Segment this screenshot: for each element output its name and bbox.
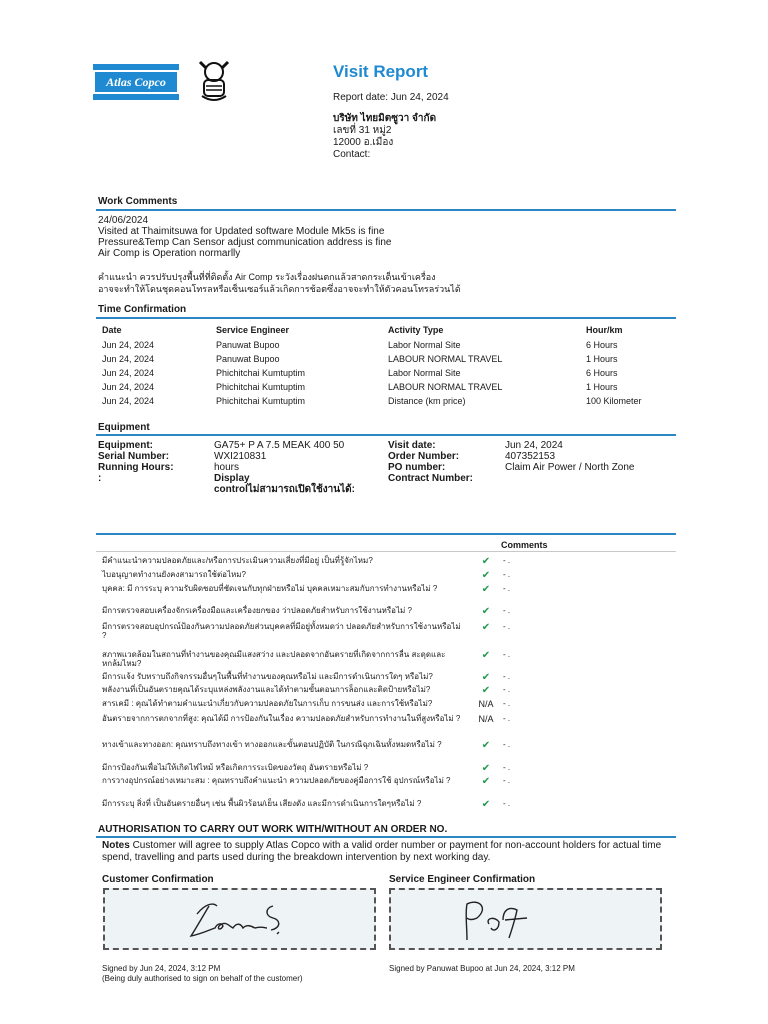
customer-signature-box[interactable] — [103, 888, 376, 950]
col-date: Date — [102, 325, 122, 335]
equipment-labels-right — [388, 440, 473, 484]
work-comment-line: Pressure&Temp Can Sensor adjust communication address is fine — [98, 237, 392, 248]
time-confirmation-title: Time Confirmation — [98, 304, 187, 315]
address-line-2: 12000 อ.เมือง — [333, 137, 394, 148]
po-number-label: PO number: — [388, 462, 446, 473]
atlas-copco-logo — [93, 64, 179, 100]
check-icon: ✔ — [481, 740, 491, 751]
checklist-comment: - . — [503, 714, 511, 723]
cell-hours: 6 Hours — [586, 340, 618, 350]
wrench-mascot-icon — [196, 60, 232, 104]
notes-label: Notes — [102, 840, 130, 851]
company-name: บริษัท ไทยมิตซูวา จำกัด — [333, 113, 437, 124]
checklist-question: มีการตรวจสอบเครื่องจักรเครื่องมือและเครื่องยกของ ว่าปลอดภัยสำหรับการใช้งานหรือไม่ ? — [102, 606, 412, 615]
order-number-label: Order Number: — [388, 451, 460, 462]
work-comment-line: Visited at Thaimitsuwa for Updated software Module Mk5s is fine — [98, 226, 385, 237]
comments-header: Comments — [501, 540, 548, 550]
authorisation-title: AUTHORISATION TO CARRY OUT WORK WITH/WITHOUT AN ORDER NO. — [98, 824, 448, 835]
cell-date: Jun 24, 2024 — [102, 368, 155, 378]
cell-engineer: Phichitchai Kumtuptim — [216, 396, 306, 406]
cell-hours: 1 Hours — [586, 354, 618, 364]
cell-activity: Labor Normal Site — [388, 340, 461, 350]
checklist-question: พลังงานที่เป็นอันตรายคุณได้ระบุแหล่งพลังงานและได้ทำตามขั้นตอนการล็อกและติดป้ายหรือไม่? — [102, 685, 431, 694]
check-icon: ✔ — [481, 622, 491, 633]
cell-activity: LABOUR NORMAL TRAVEL — [388, 382, 503, 392]
notes-paragraph — [102, 840, 672, 864]
section-divider — [96, 209, 676, 211]
table-row — [0, 396, 768, 410]
section-divider — [96, 317, 676, 319]
engineer-signature-image — [391, 890, 660, 948]
checklist-comment: - . — [503, 763, 511, 772]
table-row — [0, 354, 768, 368]
report-date: Report date: Jun 24, 2024 — [333, 92, 449, 103]
checklist-comment: - . — [503, 776, 511, 785]
col-activity-type: Activity Type — [388, 325, 444, 335]
equipment-title: Equipment — [98, 422, 150, 433]
svg-text:Atlas Copco: Atlas Copco — [106, 75, 166, 89]
equipment-value: GA75+ P A 7.5 MEAK 400 50 — [214, 440, 345, 451]
check-icon: ✔ — [481, 763, 491, 774]
checklist-question: อันตรายจากการตกจากที่สูง: คุณได้มี การป้องกันในเรื่อง ความปลอดภัยสำหรับการทำงานในที่สูงหรือไม่ ? — [102, 714, 461, 723]
cell-date: Jun 24, 2024 — [102, 396, 155, 406]
cell-engineer: Panuwat Bupoo — [216, 340, 280, 350]
cell-date: Jun 24, 2024 — [102, 340, 155, 350]
section-divider — [96, 836, 676, 838]
checklist-question: มีการป้องกันเพื่อไม่ให้เกิดไฟไหม้ หรือเกิดการระเบิดของวัตถุ อันตรายหรือไม่ ? — [102, 763, 369, 772]
customer-signed-info — [102, 964, 303, 984]
contact-label: Contact: — [333, 149, 371, 160]
equipment-values-left — [214, 440, 374, 495]
cell-engineer: Phichitchai Kumtuptim — [216, 368, 306, 378]
checklist-comment: - . — [503, 740, 511, 749]
table-row — [0, 340, 768, 354]
check-icon: ✔ — [481, 685, 491, 696]
serial-number-label: Serial Number: — [98, 451, 170, 462]
engineer-confirmation-title: Service Engineer Confirmation — [389, 874, 536, 885]
checklist-comment: - . — [503, 650, 511, 659]
col-hour-km: Hour/km — [586, 325, 623, 335]
checklist-comment: - . — [503, 606, 511, 615]
checklist-comment: - . — [503, 799, 511, 808]
check-icon: ✔ — [481, 556, 491, 567]
equipment-label: Equipment: — [98, 440, 153, 451]
checklist-comment: - . — [503, 699, 511, 708]
col-service-engineer: Service Engineer — [216, 325, 290, 335]
check-icon: ✔ — [481, 672, 491, 683]
na-status: N/A — [478, 714, 494, 724]
checklist-comment: - . — [503, 570, 511, 579]
check-icon: ✔ — [481, 776, 491, 787]
colon-label: : — [98, 473, 102, 484]
customer-confirmation-title: Customer Confirmation — [102, 874, 214, 885]
checklist-comment: - . — [503, 672, 511, 681]
check-icon: ✔ — [481, 570, 491, 581]
checklist-question: สภาพแวดล้อมในสถานที่ทำงานของคุณมีแสงสว่าง และปลอดจากอันตรายที่เกิดจากการลื่น สะดุดและหกล้มไหม? — [102, 650, 446, 668]
section-divider — [96, 434, 676, 436]
report-title: Visit Report — [333, 62, 429, 81]
cell-activity: LABOUR NORMAL TRAVEL — [388, 354, 503, 364]
checklist-question: สารเคมี : คุณได้ทำตามคำแนะนำเกี่ยวกับความปลอดภัยในการเก็บ การขนส่ง และการใช้หรือไม่? — [102, 699, 433, 708]
po-number-value: Claim Air Power / North Zone — [505, 462, 635, 473]
cell-engineer: Panuwat Bupoo — [216, 354, 280, 364]
customer-authorised-note: (Being duly authorised to sign on behalf of the customer) — [102, 974, 303, 983]
check-icon: ✔ — [481, 584, 491, 595]
checklist-comment: - . — [503, 685, 511, 694]
running-hours-value: hours — [214, 462, 240, 473]
checklist-comment: - . — [503, 622, 511, 631]
checklist-question: บุคคล: มี การระบุ ความรับผิดชอบที่ชัดเจนกับทุกฝ่ายหรือไม่ บุคคลเหมาะสมกับการทำงานหรือไม่ ? — [102, 584, 438, 593]
recommendation-line: อาจจะทำให้โดนชุดคอนโทรลหรือเซ็นเซอร์แล้วเกิดการช้อตซึ่งอาจจะทำให้ตัวคอนโทรลร่วนได้ — [98, 284, 461, 294]
check-icon: ✔ — [481, 606, 491, 617]
customer-signature-image — [105, 890, 374, 948]
checklist-header-divider — [96, 551, 676, 552]
work-comments-body — [98, 215, 391, 259]
checklist-question: มีการแจ้ง รับทราบถึงกิจกรรมอื่นๆในพื้นที่ทำงานของคุณหรือไม่ และมีการดำเนินการใดๆ หรือไม่? — [102, 672, 433, 681]
cell-hours: 6 Hours — [586, 368, 618, 378]
check-icon: ✔ — [481, 799, 491, 810]
notes-text: Customer will agree to supply Atlas Copco with a valid order number or payment for non-account holders for actual time spend, travelling and parts used during the breakdown intervention by next working day. — [102, 840, 662, 863]
visit-date-label: Visit date: — [388, 440, 436, 451]
checklist-comment: - . — [503, 584, 511, 593]
display-value-extra: controlไม่สามารถเปิดใช้งานได้: — [214, 484, 355, 495]
checklist-question: มีการระบุ สิ่งที่ เป็นอันตรายอื่นๆ เช่น พื้นผิวร้อน/เย็น เสียงดัง และมีการดำเนินการใดๆหรือไม่ ? — [102, 799, 422, 808]
checklist-question: ทางเข้าและทางออก: คุณทราบถึงทางเข้า ทางออกและขั้นตอนปฏิบัติ ในกรณีฉุกเฉินทั้งหมดหรือไม่ ? — [102, 740, 442, 749]
address-line-1: เลขที่ 31 หมู่2 — [333, 125, 392, 136]
work-comments-title: Work Comments — [98, 196, 178, 207]
contract-number-label: Contract Number: — [388, 473, 474, 484]
section-divider — [96, 533, 676, 535]
cell-activity: Labor Normal Site — [388, 368, 461, 378]
order-number-value: 407352153 — [505, 451, 556, 462]
recommendation-line: คำแนะนำ ควรปรับปรุงพื้นที่ที่ติดตั้ง Air Comp ระวังเรื่องฝนตกแล้วสาดกระเด็นเข้าเครื่อง — [98, 272, 436, 282]
cell-hours: 100 Kilometer — [586, 396, 642, 406]
checklist-question: ไบอนุญาตทำงานยังคงสามารถใช้ต่อไหม? — [102, 570, 246, 579]
time-table-header — [0, 325, 768, 339]
na-status: N/A — [478, 699, 494, 709]
work-comment-line: 24/06/2024 — [98, 215, 149, 226]
cell-date: Jun 24, 2024 — [102, 354, 155, 364]
work-comment-line: Air Comp is Operation normarlly — [98, 248, 241, 259]
table-row — [0, 368, 768, 382]
check-icon: ✔ — [481, 650, 491, 661]
engineer-signed-info: Signed by Panuwat Bupoo at Jun 24, 2024, 3:12 PM — [389, 964, 575, 973]
equipment-labels-left — [98, 440, 174, 484]
cell-date: Jun 24, 2024 — [102, 382, 155, 392]
checklist-comment: - . — [503, 556, 511, 565]
checklist-question: มีการตรวจสอบอุปกรณ์ป้องกันความปลอดภัยส่วนบุคคลที่มีอยู่ทั้งหมดว่า ปลอดภัยสำหรับการใช้งานหรือไม่ ? — [102, 622, 461, 640]
table-row — [0, 382, 768, 396]
checklist-question: มีคำแนะนำความปลอดภัยและ/หรือการประเมินความเสี่ยงที่มีอยู่ เป็นที่รู้จักไหม? — [102, 556, 373, 565]
visit-date-value: Jun 24, 2024 — [505, 440, 563, 451]
engineer-signature-box[interactable] — [389, 888, 662, 950]
checklist-question: การวางอุปกรณ์อย่างเหมาะสม : คุณทราบถึงคำแนะนำ ความปลอดภัยของคู่มือการใช้ อุปกรณ์หรือไม่ ? — [102, 776, 451, 785]
cell-engineer: Phichitchai Kumtuptim — [216, 382, 306, 392]
cell-activity: Distance (km price) — [388, 396, 466, 406]
cell-hours: 1 Hours — [586, 382, 618, 392]
recommendation-text — [98, 272, 461, 294]
equipment-values-right — [505, 440, 635, 473]
display-value: Display — [214, 473, 250, 484]
customer-signed-line: Signed by Jun 24, 2024, 3:12 PM — [102, 964, 221, 973]
serial-number-value: WXI210831 — [214, 451, 267, 462]
running-hours-label: Running Hours: — [98, 462, 174, 473]
